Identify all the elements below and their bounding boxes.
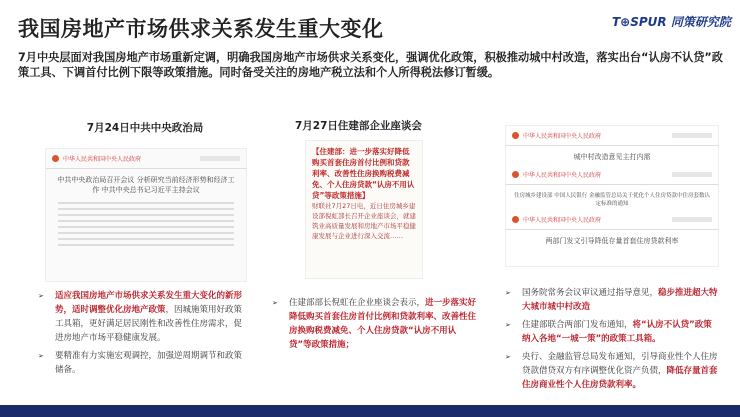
news-screenshot: 中华人民共和国中央人民政府 两部门发文引导降低存量首套住房贷款利率: [506, 210, 718, 249]
article-title: 中共中央政治局召开会议 分析研究当前经济形势和经济工作 中共中央总书记习近平主持会议: [57, 176, 235, 194]
col2-heading: 7月27日住建部企业座谈会: [295, 120, 422, 132]
list-item: ➢ 住建部联合两部门发布通知，将“认房不认贷”政策纳入各地“一城一策”的政策工具箱。: [505, 318, 720, 346]
col1-heading: 7月24日中共中央政治局: [86, 122, 204, 134]
col2-bullets: [272, 296, 477, 356]
site-name: 中华人民共和国中央人民政府: [63, 156, 142, 163]
col3-bullets: [505, 286, 720, 396]
emblem-icon: [512, 171, 519, 178]
news-body: 财联社7月27日电，近日住房城乡建设部倪虹部长召开企业座谈会，就建筑业高质量发展和房地产市场平稳健康发展与企业进行深入交流……: [312, 202, 416, 240]
logo: [612, 13, 731, 30]
footer-bar: [0, 405, 740, 417]
list-item: ➢ 住建部部长倪虹在企业座谈会表示，进一步落实好降低购买首套住房首付比例和贷款利率、改善性住房换购税费减免、个人住房贷款“认房不用认贷”等政策措施；: [272, 296, 477, 352]
list-item: ➢ 适应我国房地产市场供求关系发生重大变化的新形势，适时调整优化房地产政策，因城施策用好政策工具箱，更好满足居民刚性和改善性住房需求，促进房地产市场平稳健康发展。: [38, 289, 248, 345]
col1-bullets: [38, 289, 248, 381]
list-item: ➢ 国务院常务会议审议通过指导意见，稳步推进超大特大城市城中村改造: [505, 286, 720, 314]
list-item: ➢ 要精准有力实施宏观调控，加强逆周期调节和政策储备。: [38, 349, 248, 377]
emblem-icon: [512, 216, 519, 223]
list-item: ➢ 央行、金融监管总局发布通知，引导商业性个人住房贷款借贷双方有序调整优化资产负债，降低存量首套住房商业性个人住房贷款利率。: [505, 350, 720, 392]
page-title: 我国房地产市场供求关系发生重大变化: [18, 17, 384, 41]
news-headline: 【住建部：进一步落实好降低购买首套住房首付比例和贷款利率、改善性住房换购税费减免、个人住房贷款“认房不用认贷”等政策措施】: [312, 147, 415, 200]
col3-screenshots: [505, 125, 719, 267]
logo-name: 同策研究院: [670, 15, 731, 29]
col1-screenshot: [45, 148, 247, 282]
logo-brand: T⊕SPUR: [612, 15, 667, 29]
news-screenshot: 中华人民共和国中央人民政府 城中村改造意见主打内需: [506, 126, 718, 165]
news-screenshot: 中华人民共和国中央人民政府 住房城乡建设部 中国人民银行 金融监管总局关于优化个人住房贷款中住房套数认定标准的通知: [506, 165, 718, 210]
col2-screenshot: [305, 140, 423, 279]
intro-text: 7月中央层面对我国房地产市场重新定调，明确我国房地产市场供求关系变化，强调优化政策，积极推动城中村改造，落实出台“认房不认贷”政策工具、下调首付比例下限等政策措施。同时备受关注的房地产税立法和个人所得税法修订暂缓。: [18, 51, 723, 79]
emblem-icon: [512, 132, 519, 139]
emblem-icon: [52, 155, 59, 162]
